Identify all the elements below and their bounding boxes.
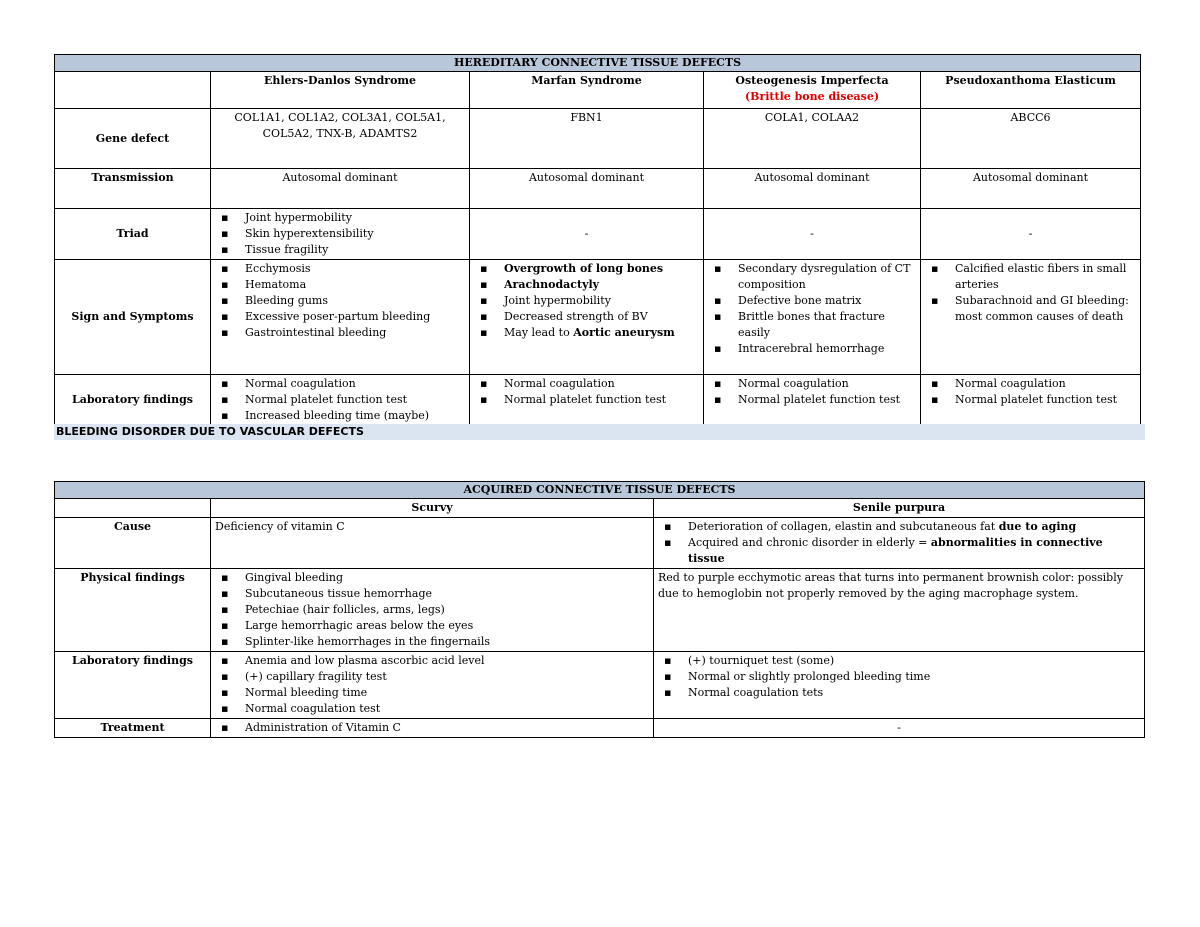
row-label-lab-findings: Laboratory findings (55, 375, 211, 426)
list-item (474, 325, 699, 341)
signs-osteogenesis (704, 260, 921, 375)
bold-text: Overgrowth of long bones (504, 262, 664, 275)
list-item: ▪ Petechiae (hair follicles, arms, legs) (215, 602, 649, 618)
list-item: ▪ Normal or slightly prolonged bleeding time (658, 669, 1140, 685)
col-header-scurvy: Scurvy (211, 499, 654, 518)
list-item: ▪ Joint hypermobility (474, 293, 699, 309)
transmission-ehlers-danlos: Autosomal dominant (211, 169, 470, 209)
acquired-title: ACQUIRED CONNECTIVE TISSUE DEFECTS (55, 482, 1145, 499)
signs-pseudoxanthoma (921, 260, 1141, 375)
bold-text: Aortic aneurysm (573, 326, 675, 339)
triad-pseudoxanthoma: - (921, 209, 1141, 260)
list-item: ▪ Secondary dysregulation of CT composition (708, 261, 916, 293)
lab-osteogenesis (704, 375, 921, 426)
list-item: ▪ Brittle bones that fracture easily (708, 309, 916, 341)
row-label-triad: Triad (55, 209, 211, 260)
list-item: ▪ Normal platelet function test (708, 392, 916, 408)
row-label-signs: Sign and Symptoms (55, 260, 211, 375)
col-header-senile-purpura: Senile purpura (654, 499, 1145, 518)
list-item: ▪ Subcutaneous tissue hemorrhage (215, 586, 649, 602)
triad-marfan: - (470, 209, 704, 260)
plain-text: May lead to (504, 326, 574, 339)
physical-senile-purpura: Red to purple ecchymotic areas that turns into permanent brownish color: possibly due to hemoglobin not properly removed by the aging macrophage system. (654, 569, 1145, 652)
row-label-treatment: Treatment (55, 719, 211, 738)
bold-text: abnormalities in connective tissue (688, 536, 1103, 565)
list-item: ▪ Normal coagulation (708, 376, 916, 392)
lab-senile-purpura (654, 652, 1145, 719)
list-item: ▪ Calcified elastic fibers in small arteries (925, 261, 1136, 293)
gene-pseudoxanthoma: ABCC6 (921, 109, 1141, 169)
list-item: ▪ Administration of Vitamin C (215, 720, 649, 736)
list-item: ▪ Intracerebral hemorrhage (708, 341, 916, 357)
list-item: ▪ Bleeding gums (215, 293, 465, 309)
empty-header-cell (55, 499, 211, 518)
list-item: ▪ Normal platelet function test (925, 392, 1136, 408)
gene-osteogenesis: COLA1, COLAA2 (704, 109, 921, 169)
lab-pseudoxanthoma (921, 375, 1141, 426)
list-item: ▪ Large hemorrhagic areas below the eyes (215, 618, 649, 634)
col-header-ehlers-danlos: Ehlers-Danlos Syndrome (211, 72, 470, 109)
empty-header-cell (55, 72, 211, 109)
bold-text: due to aging (998, 520, 1077, 533)
gene-marfan: FBN1 (470, 109, 704, 169)
lab-marfan (470, 375, 704, 426)
hereditary-title: HEREDITARY CONNECTIVE TISSUE DEFECTS (55, 55, 1141, 72)
bold-text: Arachnodactyly (504, 278, 600, 291)
list-item: ▪ (+) tourniquet test (some) (658, 653, 1140, 669)
section-banner: BLEEDING DISORDER DUE TO VASCULAR DEFECTS (54, 424, 1145, 440)
cause-scurvy: Deficiency of vitamin C (211, 518, 654, 569)
gene-ehlers-danlos: COL1A1, COL1A2, COL3A1, COL5A1, COL5A2, TNX-B, ADAMTS2 (211, 109, 470, 169)
lab-ehlers-danlos (211, 375, 470, 426)
col-header-osteogenesis-name: Osteogenesis Imperfecta (735, 74, 889, 87)
list-item (474, 277, 699, 293)
list-item: ▪ Gingival bleeding (215, 570, 649, 586)
list-item: ▪ Subarachnoid and GI bleeding: most common causes of death (925, 293, 1136, 325)
list-item: ▪ Normal coagulation (474, 376, 699, 392)
plain-text: Deterioration of collagen, elastin and subcutaneous fat (688, 520, 999, 533)
triad-ehlers-danlos (211, 209, 470, 260)
list-item: ▪ Normal bleeding time (215, 685, 649, 701)
list-item: ▪ Increased bleeding time (maybe) (215, 408, 465, 424)
transmission-marfan: Autosomal dominant (470, 169, 704, 209)
plain-text: Acquired and chronic disorder in elderly = (688, 536, 931, 549)
list-item: ▪ Gastrointestinal bleeding (215, 325, 465, 341)
list-item: ▪ Defective bone matrix (708, 293, 916, 309)
list-item: ▪ Hematoma (215, 277, 465, 293)
signs-marfan (470, 260, 704, 375)
list-item: ▪ Decreased strength of BV (474, 309, 699, 325)
signs-ehlers-danlos (211, 260, 470, 375)
row-label-transmission: Transmission (55, 169, 211, 209)
list-item (474, 261, 699, 277)
transmission-pseudoxanthoma: Autosomal dominant (921, 169, 1141, 209)
list-item: ▪ Tissue fragility (215, 242, 465, 258)
row-label-physical-findings: Physical findings (55, 569, 211, 652)
list-item: ▪ Normal coagulation tets (658, 685, 1140, 701)
hereditary-table (54, 54, 1141, 426)
list-item: ▪ Anemia and low plasma ascorbic acid level (215, 653, 649, 669)
row-label-gene-defect: Gene defect (55, 109, 211, 169)
list-item (658, 535, 1140, 567)
list-item: ▪ Ecchymosis (215, 261, 465, 277)
treatment-senile-purpura: - (654, 719, 1145, 738)
list-item: ▪ Skin hyperextensibility (215, 226, 465, 242)
list-item: ▪ Normal coagulation test (215, 701, 649, 717)
treatment-scurvy (211, 719, 654, 738)
transmission-osteogenesis: Autosomal dominant (704, 169, 921, 209)
list-item: ▪ Normal platelet function test (474, 392, 699, 408)
list-item: ▪ Joint hypermobility (215, 210, 465, 226)
col-header-marfan: Marfan Syndrome (470, 72, 704, 109)
list-item: ▪ (+) capillary fragility test (215, 669, 649, 685)
col-header-osteogenesis-sub: (Brittle bone disease) (744, 90, 880, 103)
list-item: ▪ Normal coagulation (215, 376, 465, 392)
col-header-osteogenesis (704, 72, 921, 109)
list-item: ▪ Excessive poser-partum bleeding (215, 309, 465, 325)
list-item (658, 519, 1140, 535)
acquired-table (54, 481, 1145, 738)
row-label-lab-findings: Laboratory findings (55, 652, 211, 719)
cause-senile-purpura (654, 518, 1145, 569)
row-label-cause: Cause (55, 518, 211, 569)
triad-osteogenesis: - (704, 209, 921, 260)
lab-scurvy (211, 652, 654, 719)
list-item: ▪ Normal platelet function test (215, 392, 465, 408)
list-item: ▪ Splinter-like hemorrhages in the fingernails (215, 634, 649, 650)
list-item: ▪ Normal coagulation (925, 376, 1136, 392)
physical-scurvy (211, 569, 654, 652)
col-header-pseudoxanthoma: Pseudoxanthoma Elasticum (921, 72, 1141, 109)
